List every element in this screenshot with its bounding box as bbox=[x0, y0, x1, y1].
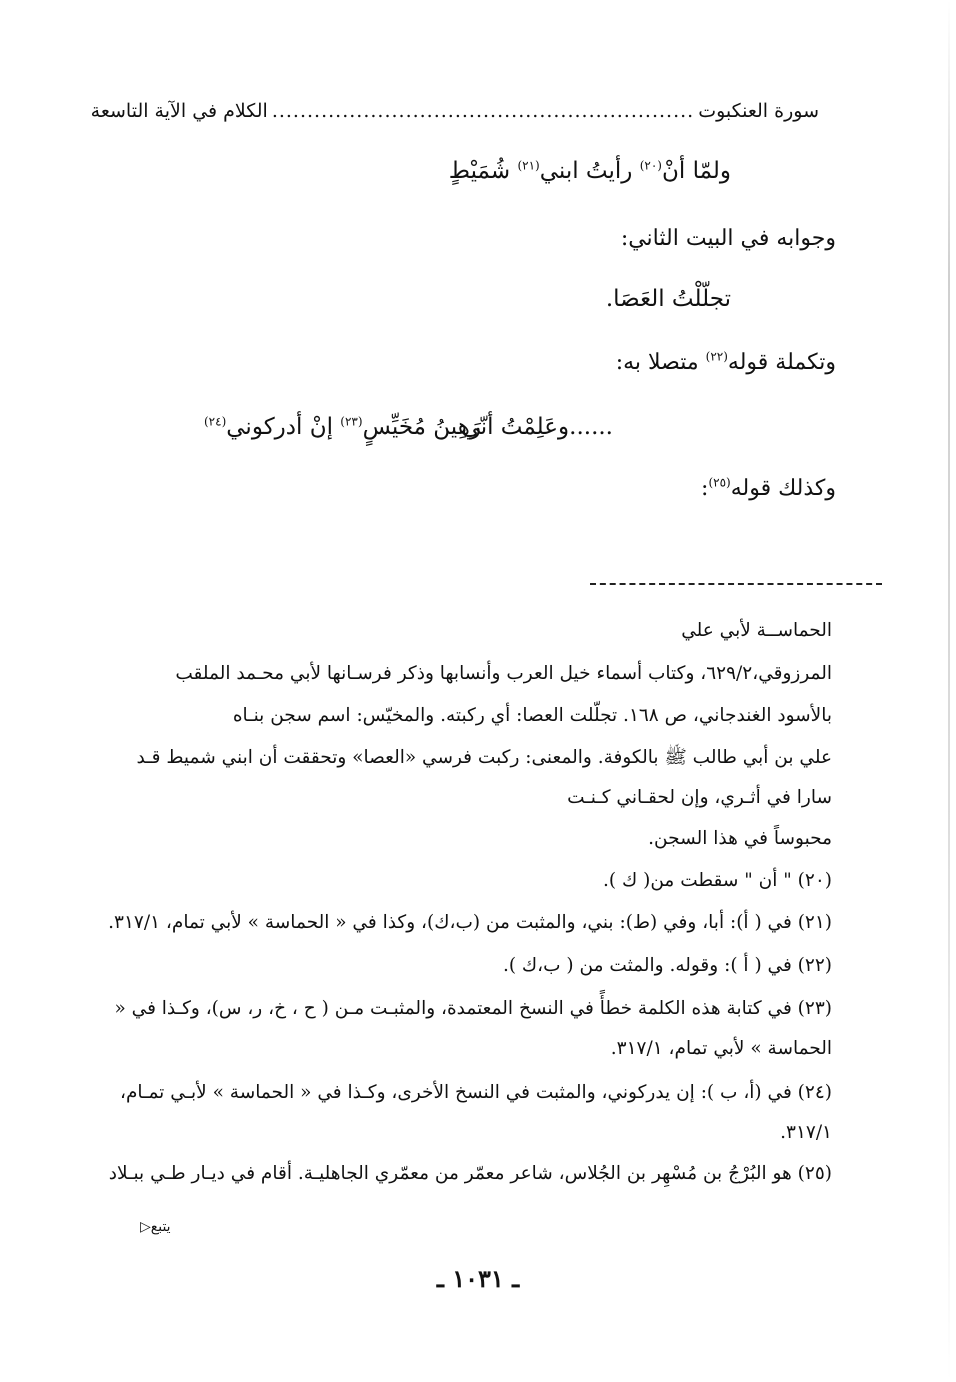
footnote-24: (٢٤) في (أ، ب ): إن يدركوني، والمثبت في النسخ الأخرى، وكـذا في « الحماسة » لأبـي تمـام، bbox=[119, 1082, 832, 1103]
footnote-ref-20: (٢٠) bbox=[639, 158, 662, 173]
footnote-ref-25: (٢٥) bbox=[708, 475, 731, 490]
footnote-24-cont: ٣١٧/١. bbox=[780, 1122, 832, 1143]
footnote-cont-line: الحماســة لأبي علي bbox=[681, 620, 832, 641]
body-line-completion: وتكملة قوله$^{(٢٢)}$ متصلا به: bbox=[615, 349, 836, 375]
verse-line-1: ولمّا أنْ$^{(٢٠)}$ رأيتُ ابني$^{(٢١)}$ شُمَيْطٍ bbox=[448, 158, 731, 184]
footnote-23: (٢٣) في كتابة هذه الكلمة خطأً في النسخ المعتمدة، والمثبـت مـن ( ح ، خ، ر، س)، وكـذا في « bbox=[114, 998, 832, 1019]
arrow-left-icon: ▷ bbox=[140, 1219, 151, 1235]
verse-quote: تجلّلْتُ العَصَا. bbox=[605, 286, 731, 312]
header-leader-dots: ............................................................ bbox=[271, 100, 695, 122]
verse-line-2-right: ......وعَلِمْتُ أنّي bbox=[461, 414, 613, 440]
footnote-23-cont: الحماسة » لأبي تمام، ٣١٧/١. bbox=[610, 1038, 832, 1059]
footnote-ref-24: (٢٤) bbox=[203, 414, 227, 429]
continuation-mark: يتبع▷ bbox=[140, 1219, 171, 1235]
header-surah: سورة العنكبوت bbox=[698, 100, 819, 122]
body-line-answer: وجوابه في البيت الثاني: bbox=[620, 226, 836, 251]
scan-edge bbox=[948, 0, 950, 1382]
page-number: ـ ١٠٣١ ـ bbox=[436, 1264, 520, 1293]
footnote-separator bbox=[590, 583, 882, 585]
footnote-20: (٢٠) " أن " سقطت من( ك ). bbox=[603, 870, 832, 891]
footnote-ref-21: (٢١) bbox=[517, 158, 540, 173]
footnote-25: (٢٥) هو البُرْجُ بن مُسْهِر بن الجُلاس، شاعر معمّر من معمّري الجاهليـة. أقام في ديـار طـي ببـلاد bbox=[108, 1163, 832, 1184]
footnote-ref-23: (٢٣) bbox=[340, 414, 363, 429]
footnote-cont-line: سارا في أثـري، وإن لحقـاني كـنـت bbox=[567, 787, 832, 808]
footnote-ref-22: (٢٢) bbox=[705, 349, 728, 364]
header-topic: الكلام في الآية التاسعة bbox=[90, 100, 268, 122]
footnote-22: (٢٢) في ( أ ): وقوله. والمثت من ( ب،ك ). bbox=[502, 955, 832, 976]
footnote-cont-line: المرزوقي،٦٢٩/٢، وكتاب أسماء خيل العرب وأنسابها وذكر فرسـانها لأبي محـمد الملقب bbox=[175, 663, 832, 684]
body-line-likewise: وكذلك قوله$^{(٢٥)}$: bbox=[701, 475, 836, 501]
verse-line-2-left: رَهِينُ مُخَيِّسٍ$^{(٢٣)}$ إنْ أدركوني$^{(٢٤)}$ bbox=[203, 414, 481, 440]
footnote-cont-line: بالأسود الغندجاني، ص ١٦٨. تجلّلت العصا: أي ركبته. والمخيّس: اسم سجن بنـاه bbox=[232, 705, 832, 726]
footnote-cont-line: محبوساً في هذا السجن. bbox=[648, 828, 832, 849]
footnote-cont-line: علي بن أبي طالب ﷺ بالكوفة. والمعنى: ركبت فرسي «العصا» وتحققت أن ابني شميط قـد bbox=[136, 747, 832, 768]
footnote-21: (٢١) في ( أ): أبا، وفي (ط): بني، والمثبت من (ب،ك)، وكذا في « الحماسة » لأبي تمام، ٣١٧/١. bbox=[108, 912, 832, 933]
